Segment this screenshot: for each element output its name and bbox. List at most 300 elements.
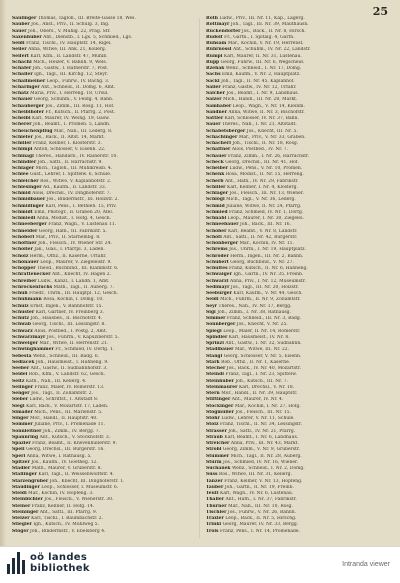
entry-details: Franz, Pens., I. Nr. 14, Promenade. <box>218 528 300 534</box>
entry-details: Franz, Schneid., III. Nr. 3, Badg. <box>225 316 302 321</box>
entry-surname: Schönberger <box>206 241 239 246</box>
entry-details: Joh., Zimm., I. Nr. 38, Rathausg. <box>215 309 291 315</box>
entry-details: Karl, Schlosser, IV. Nr. 37, Bahn. <box>223 116 299 121</box>
library-logo[interactable] <box>7 552 90 574</box>
entry-surname: Stummer <box>206 453 230 459</box>
entry-surname: Stelzer <box>12 516 30 521</box>
left-column <box>12 16 192 535</box>
entry-surname: Scheibl <box>12 116 31 121</box>
entry-details: Georg, Tischl., III. Lessingstr. 8. <box>31 322 106 328</box>
entry-surname: Schlager <box>12 166 35 171</box>
entry-surname: Schöfl <box>206 234 222 240</box>
entry-surname: Seyr <box>206 303 218 309</box>
entry-details: Leop., Maler, II. Nr. 14, Römerstr. <box>221 328 301 334</box>
entry-details: Mich., Tagl., II. Nr. 28, Auberg. <box>229 453 302 459</box>
entry-details: Mich., Heizer, V. Bahnh. 9, Wels. <box>31 59 108 65</box>
entry-details: Ludw., Lehrer, V. Nr. 11, Schule. <box>219 416 295 421</box>
entry-surname: Schmied <box>206 209 228 215</box>
entry-surname: Seidl <box>12 41 25 46</box>
entry-surname: Sackl <box>206 78 220 84</box>
entry-details: Jos., Tagl., II. Zollamtstr. 2. <box>29 391 94 396</box>
entry-details: Georg, Buchbind., V. Nr. 27. <box>228 259 294 265</box>
entry-details: Leop., Maurer, V. Ziegeleistr. 9. <box>38 259 112 265</box>
entry-surname: Spitzer <box>12 459 30 465</box>
entry-surname: Sigl <box>206 309 216 315</box>
entry-details: Jak., Glas., I. Pfarrpl. 3, Laden. <box>32 247 105 253</box>
entry-details: Math., Maurer, V. Gruberstr. 8. <box>30 466 102 471</box>
entry-surname: Schmid <box>206 203 225 209</box>
entry-details: Ludw., Kanzl., I. Landh. 1, Amt. <box>36 278 110 284</box>
entry-details: Herm., Ingen., III. Nr. 2, Bahnh. <box>228 253 304 259</box>
entry-details: Joh., Hausbes., II. Bischofstr. 4. <box>29 316 103 321</box>
entry-surname: Steinmaurer <box>206 384 238 390</box>
entry-surname: Tauber <box>206 484 224 490</box>
entry-surname: Sauer <box>206 122 221 128</box>
page-edge-shadow <box>0 0 6 546</box>
entry-surname: Schober <box>206 228 227 234</box>
entry-surname: Spazier <box>12 441 31 446</box>
entry-details: Anna, Priv., I. Nr. 12, Museumstr. <box>228 278 306 284</box>
entry-surname: Strobl <box>206 447 222 453</box>
entry-details: Ludw., Schriftst., I. Altstadt 8. <box>28 397 99 403</box>
entry-details: Fr., Schmied, IV. Dorfg. 1. <box>53 347 115 353</box>
entry-details: Alois, Drechsl., IV. Dinghoferstr. 7. <box>30 191 111 196</box>
entry-details: Georg, Hafn., III. Fabrikstr. 5. <box>37 228 107 234</box>
entry-surname: Sonnleitner <box>12 428 42 434</box>
entry-surname: Scherer <box>12 122 32 128</box>
entry-details: Jos., Uhrm., I. Nr. 19, Hauptplatz. <box>227 247 306 253</box>
entry-surname: Rupp <box>206 59 220 65</box>
entry-surname: Schimpl <box>12 147 33 153</box>
entry-details: Theod., Buchbind., III. Klammstr. 6. <box>35 266 119 271</box>
entry-surname: Stallinger <box>12 472 37 478</box>
entry-details: Mar., Näh., III. Nr. 10, Rosg. <box>226 503 293 509</box>
entry-surname: Süss <box>206 472 218 478</box>
entry-details: Joh., Kutsch., III. Nr. 7. <box>233 378 289 384</box>
entry-details: Franz, Wagn., V. Lustenau 11. <box>46 222 117 228</box>
entry-details: Franz, Gastw., IV. Nr. 12, Urfahr. <box>220 84 297 90</box>
entry-surname: Schulz <box>12 303 29 309</box>
entry-surname: Siegl <box>12 403 25 409</box>
entry-details: Ros., Witwe, III. Nr. 31, Kellerg. <box>217 472 292 478</box>
entry-details: Franz, Schmied, IV. Nr. 1, Dorfg. <box>227 209 304 215</box>
entry-surname: Schneebauer <box>206 222 239 228</box>
entry-surname: Schwaiger <box>206 272 232 278</box>
entry-surname: Stiftinger <box>206 397 231 403</box>
right-column <box>206 16 386 535</box>
entry-details: Jos., Bäck., IV. Nr. 40, Mozartstr. <box>225 366 302 371</box>
entry-surname: Schacherl <box>206 141 231 146</box>
entry-details: Karl, Kaufm., V. Nr. 44, Gesch. <box>231 291 303 296</box>
entry-surname: Scharinger <box>12 84 40 90</box>
entry-details: Ant., Sattl., III. Pfarrg. 9. <box>38 509 98 515</box>
entry-surname: Starzengruber <box>12 478 49 484</box>
entry-details: Jos., Fleisch., V. Wienerstr. 30. <box>42 497 114 503</box>
entry-details: Jos., Fleisch., III. Nr. 13, Wiener. <box>228 191 304 196</box>
entry-surname: Roth <box>206 16 218 21</box>
entry-details: Thomas, Taglöh., III. Breite-Gasse 18, Wes. <box>36 16 136 21</box>
entry-details: Ant., Schuhm., IV. Nr. 22, Landstr. <box>231 47 311 53</box>
entry-surname: Schwarzmayr <box>12 334 46 340</box>
entry-surname: Schuhmann <box>12 297 42 303</box>
entry-details: Mar., Priv., II. Starhembg. 8. <box>34 234 101 240</box>
entry-details: Karl, Kellner, I. Nr. 4, Klosterg. <box>225 184 298 190</box>
entry-surname: Sperl <box>12 453 26 459</box>
entry-details: Georg, Drechsl., III. Bürgerstr. 16. <box>24 447 105 453</box>
entry-surname: Sieber <box>12 397 29 403</box>
entry-details: Joh., Sattl., II. Harrachstr. 9. <box>36 159 103 165</box>
entry-surname: Teufl <box>206 491 219 496</box>
entry-details: Rob., Offiz., II. Nr. 1, Kaserne. <box>219 359 291 365</box>
entry-details: Franz, Tischl., II. Nr. 34, Lessingstr. <box>218 422 303 428</box>
entry-surname: Schwab <box>12 322 32 328</box>
entry-details: Franz, Zimm., I. Nr. 26, Harrachstr. <box>226 153 310 159</box>
entry-details: Theres., Näh., I. Nr. 21, Altstadt. <box>220 122 297 128</box>
entry-surname: Stiegler <box>12 522 32 528</box>
entry-surname: Traxler <box>206 516 224 521</box>
entry-details: Wenz., Schneid., III. Badg. 6. <box>31 353 100 359</box>
entry-details: Rosa, Modist., II. Nr. 15, Herreng. <box>224 172 304 178</box>
entry-details: Gust., Lehrer, I. Spittelw. 6, Schule. <box>28 172 112 178</box>
entry-details: Mich., Tagl., V. Nr. 36, Lederg. <box>224 197 296 203</box>
entry-details: Anna, Modist., I. Hofg. 4, Gesch. <box>35 216 112 221</box>
entry-surname: Senger <box>12 391 30 396</box>
entry-surname: Sedlacek <box>12 359 35 365</box>
entry-details: Ant., Kutsch., V. Stockhofstr. 3. <box>38 434 111 440</box>
entry-surname: Schlee <box>12 172 29 178</box>
entry-details: Mar., Köchin, IV. Nr. 11. <box>238 241 294 246</box>
entry-surname: Schleicher <box>12 178 39 184</box>
entry-details: Joh., Zimm., IV. Bergg. 7. <box>41 428 101 434</box>
entry-details: Mar., Köchin, I. Nr. 27, Hofg. <box>233 403 301 409</box>
entry-surname: Schmidt <box>12 209 33 215</box>
entry-surname: Schwarzl <box>206 278 229 284</box>
entry-surname: Rumpl <box>206 53 223 59</box>
entry-details: Ludw., Pens., V. Nr. 10, Promen. <box>228 166 303 171</box>
entry-surname: Tanzer <box>206 478 223 484</box>
entry-surname: Scheck <box>206 159 224 165</box>
entry-surname: Sommer <box>12 422 33 428</box>
logo-line-1: oö landes <box>30 552 88 563</box>
entry-details: Rosa, Köchin, I. Domg. 10. <box>41 297 104 303</box>
entry-surname: Schiefer <box>12 134 33 140</box>
entry-surname: Stöger <box>12 528 29 534</box>
entry-surname: Salcher <box>206 91 226 96</box>
entry-surname: Rührnössl <box>206 47 232 53</box>
logo-line-2: bibliothek <box>30 563 90 574</box>
entry-surname: Schneeberger <box>12 222 47 228</box>
entry-surname: Steininger <box>12 509 39 515</box>
entry-surname: Schrattenecker <box>12 272 51 278</box>
entry-details: Joh., Beamt., I. Promen. 5, Landh. <box>31 122 111 128</box>
entry-surname: Sachs <box>206 72 221 78</box>
entry-surname: Schwarz <box>12 328 33 334</box>
entry-details: Joh., Tagl., II. Nr. 45, Kaplanhof. <box>219 78 295 84</box>
entry-surname: Schaller <box>12 72 33 78</box>
entry-surname: Seeburger <box>206 291 232 296</box>
entry-details: Mich., Händl., III. Nr. 28, Markt. <box>221 97 298 103</box>
entry-details: Franz, Kellner, V. Nr. 13, Hopfeng. <box>222 478 303 484</box>
entry-details: Mar., Witwe, III. Nr. 22. <box>233 347 290 353</box>
entry-surname: Schröckenfuchs <box>12 284 53 290</box>
entry-surname: Rzehak <box>206 66 225 71</box>
entry-details: Jos., Zimm., III. Rosg. 11, Hof. <box>43 103 115 109</box>
entry-surname: Sebesta <box>12 353 32 359</box>
entry-surname: Steidl <box>12 491 27 496</box>
entry-surname: Schnabl <box>206 216 227 221</box>
entry-details: Maria, Priv., I. Herreng. 18, Ursul. <box>28 91 109 96</box>
entry-details: Ant., Gastw., I. Nr. 32, Südbahnh. <box>223 341 302 346</box>
entry-details: Mor., Händl., II. Hauptstr. 40. <box>28 416 98 421</box>
entry-details: Georg, Schuhm., V. Feldg. 4, Bahn. <box>32 97 114 103</box>
entry-details: Herm., Offiz., II. Kaserne, Urfahr. <box>28 253 107 259</box>
entry-details: Karl, Wagn., IV. Nr. 6, Lustenau. <box>218 491 294 496</box>
entry-surname: Stolz <box>206 422 219 428</box>
entry-surname: Rottmayr <box>206 22 230 28</box>
entry-details: Jos., Kaufm., IV. Goetheg. 12. <box>29 459 98 465</box>
entry-details: Ant., Dienstb., I. Lgs. 5, Schmied., Lgs. <box>41 34 133 40</box>
entry-details: Jos., Bäck., II. Altst. 14, Markt. <box>32 134 105 140</box>
entry-surname: Schmidbauer <box>12 197 46 203</box>
entry-details: Joh., Bäck., III. Nr. 16. <box>238 222 292 228</box>
entry-surname: Rudolf <box>206 34 223 40</box>
entry-surname: Schöller <box>12 247 33 253</box>
entry-surname: Schuster <box>12 309 35 315</box>
entry-surname: Spiegl <box>206 328 222 334</box>
entry-details: Fr., Gärtn., I. Spitalg. 4, Gärtn. <box>222 34 295 40</box>
entry-surname: Simmer <box>206 316 226 321</box>
entry-surname: Steinbichler <box>12 497 43 503</box>
entry-surname: Stangl <box>206 353 223 359</box>
entry-details: Mor., Händl., II. Nr. 39, Hauptstr. <box>219 391 298 396</box>
entry-surname: Schauer <box>206 153 227 159</box>
entry-details: Joh., Tischl., II. Nr. 18, Rosg. <box>230 141 299 146</box>
entry-details: Ant., Gastw., II. Südbahnhofstr. 3. <box>29 366 108 371</box>
entry-details: Joh., Tagl., III. Nr. 39, Mauthausn. <box>229 22 309 28</box>
entry-surname: Sailer <box>206 84 221 90</box>
entry-details: Karl, Tagl., II. Weissenwolffstr. 4. <box>36 472 114 478</box>
entry-surname: Schlögl <box>206 197 225 203</box>
entry-surname: Schauer <box>12 97 33 103</box>
entry-details: Mar., Priv., V. Nr. 33, Graben. <box>237 134 306 140</box>
entry-details: Jos., Fleisch., III. Nr. 15. <box>233 409 292 415</box>
entry-surname: Schindler <box>12 159 37 165</box>
entry-details: Mich., Pens., III. Marienstr. 5. <box>32 409 103 415</box>
entry-details: Ign., Gärtn., IV. Nr. 35, Freinb. <box>231 272 304 278</box>
entry-surname: Singer <box>12 416 29 421</box>
entry-details: Math., Tagl., II. Auberg. 7. <box>52 284 115 290</box>
viewer-label[interactable]: Intranda viewer <box>342 561 390 568</box>
entry-surname: Schütz <box>12 316 30 321</box>
entry-details: Rob., Kfm., V. Landstr. 62, Gesch. <box>27 372 106 378</box>
entry-surname: Schubert <box>206 259 229 265</box>
entry-surname: Schatz <box>12 91 29 96</box>
entry-details: Emil, Photogr., II. Graben 20, Atel. <box>32 209 114 215</box>
entry-surname: Tischler <box>206 509 227 515</box>
entry-details: Jos., Knecht, III. Nr. 5. <box>245 128 298 134</box>
entry-details: Karl, Drechsl., V. Nr. 18. <box>237 384 295 390</box>
entry-surname: Schallmeiner <box>12 78 46 84</box>
entry-surname: Staudinger <box>12 484 40 490</box>
entry-surname: Schäfer <box>12 66 32 71</box>
entry-surname: Schönauer <box>12 259 39 265</box>
entry-surname: Spannring <box>12 434 39 440</box>
entry-details: Theres., Näh., IV. Nr. 17, Bergg. <box>217 303 292 309</box>
entry-details: Leop., Maurer, I. Nr. 30, Ziegelei. <box>226 216 304 221</box>
entry-surname: Thurner <box>206 503 227 509</box>
entry-surname: Schauberger <box>12 103 44 109</box>
entry-details: Karl, Beamt., V. Nr. 8, Landstr. <box>226 228 298 234</box>
entry-details: Karl, Gärtner, IV. Freinberg 3. <box>34 309 105 315</box>
entry-surname: Thaller <box>206 497 225 503</box>
entry-details: Wenz., Schneid., I. Nr. 2, Domg. <box>230 466 305 471</box>
entry-surname: Suchanek <box>206 466 231 471</box>
entry-surname: Schweiger <box>12 341 38 346</box>
entry-details: Anna, Witwe, III. Ank. 21, Kollerg. <box>26 47 107 53</box>
entry-surname: Sedlmayr <box>206 284 230 290</box>
entry-surname: Schmidinger <box>12 203 45 209</box>
entry-surname: Schöberl <box>12 234 35 240</box>
entry-details: Franz, Kutsch., II. Nr. 6, Hahneng. <box>227 266 308 271</box>
entry-details: Franz, Kellner, I. Klosterstr. 3. <box>31 141 102 146</box>
entry-details: Jos., Tagl., III. Nr. 20, Holzstr. <box>229 284 299 290</box>
entry-details: Leop., Schlosser, I. Museumstr. 6. <box>39 484 119 490</box>
entry-details: Franz, Beamt., II. Khevenhüllerstr. 9. <box>30 441 117 446</box>
entry-surname: Saxenhuber <box>12 34 42 40</box>
entry-surname: Scheiblhofer <box>12 109 44 115</box>
entry-surname: Seidel <box>12 372 28 378</box>
entry-details: Jos., Fuhrm., V. Kapuzinerstr. 5. <box>45 334 120 340</box>
entry-surname: Stockinger <box>206 403 234 409</box>
entry-details: Jos., Fuhrw., V. Nr. 26, Bahnh. <box>226 509 297 515</box>
entry-details: Joh., Gärtn., II. Nr. 19, Freinb. <box>223 484 294 490</box>
entry-details: Karl, Maurer, II. Nr. 31, Lustenau. <box>222 53 302 59</box>
entry-surname: Schmiedl <box>12 216 36 221</box>
entry-surname: Stadlbauer <box>206 347 234 353</box>
entry-surname: Seitz <box>12 378 25 384</box>
entry-surname: Schlager <box>206 191 229 196</box>
entry-details: Georg, Drechsl., III. Nr. 41, Hof. <box>223 159 299 165</box>
logo-text <box>30 552 90 574</box>
entry-surname: Seidl <box>206 297 219 303</box>
entry-surname: Sauber <box>12 22 30 28</box>
entry-surname: Strasser <box>206 428 227 434</box>
entry-surname: Stögmüller <box>206 409 234 415</box>
entry-details: Joh., Bindermstr., V. Ebelsberg 4. <box>28 528 106 534</box>
entry-details: Mich., Fuhrm., II. Nr. 9, Zollamtstr. <box>218 297 301 303</box>
entry-surname: Samhaber <box>206 103 232 109</box>
entry-surname: Schabetsberger <box>206 128 246 134</box>
entry-details: Friedr., Uhrm., III. Hauptpl. 12, Gesch. <box>27 291 119 296</box>
entry-details: Franz, Tischl., IV. Hauptstr. 14, Rigel. <box>24 41 112 46</box>
entry-details: Mar., Näh., III. Lederg. 8. <box>52 128 113 134</box>
entry-surname: Schiller <box>206 184 226 190</box>
column-divider <box>199 18 200 538</box>
entry-details: Jos., Beamt., I. Nr. 9, Landhaus. <box>225 91 299 96</box>
entry-details: Anna, Witwe, II. Nr. 3, Bischofstr. <box>226 109 305 115</box>
entry-details: Joh., Hausmeist., I. Hahneng. 9. <box>34 359 109 365</box>
entry-surname: Stecher <box>206 366 226 371</box>
entry-details: Karl, Bäck., V. Mozartstr. 17, Laden. <box>24 403 109 409</box>
entry-details: Jos., Knecht, V. Nr. 25. <box>235 322 288 328</box>
entry-details: Alois, Postbed., IV. Nr. 7. <box>230 147 289 153</box>
entry-surname: Schopper <box>12 266 36 271</box>
entry-surname: Steiner <box>12 503 31 509</box>
entry-details: Joh., Gastw., I. Hafnerstr. 7, Post. <box>31 66 109 71</box>
entry-surname: Schachl <box>12 59 32 65</box>
directory-entry <box>206 529 386 535</box>
entry-surname: Speil <box>12 447 25 453</box>
entry-details: Ant., Schneid., II. Domg. 6, Amt. <box>39 84 116 90</box>
page-number: 25 <box>372 5 388 18</box>
entry-details: Ant., Knecht, IV. Hagen 2. <box>50 272 112 278</box>
entry-details: Mar., Köchin, V. Nr. 19, Herrenst. <box>226 41 304 46</box>
entry-surname: Schwinghammer <box>12 347 54 353</box>
entry-details: Ign., Kutsch., IV. Mühlweg 5. <box>31 522 100 528</box>
entry-surname: Sturm <box>206 459 222 465</box>
entry-surname: Scholz <box>12 253 29 259</box>
entry-surname: Trinkl <box>206 522 222 528</box>
entry-surname: Ruhsam <box>206 41 227 46</box>
entry-surname: Sattler <box>206 116 224 121</box>
entry-surname: Streicher <box>206 441 230 446</box>
entry-details: Georg, Fuhrw., III. Nr. 6, Wegscheid. <box>219 59 305 65</box>
entry-details: Kath., Näh., III. Kellerg. 4. <box>24 378 87 384</box>
entry-surname: Ruckendorfer <box>206 28 241 34</box>
entry-surname: Stadler <box>12 466 31 471</box>
entry-details: Ant., Hafn., IV. Nr. 29, Fabrikstr. <box>223 178 299 184</box>
entry-surname: Schuh <box>12 291 28 296</box>
entry-details: Ernst, Ingen., V. Bahnhofstr. 15. <box>28 303 103 309</box>
entry-details: Mar., Witwe, II. Herrenstr. 21. <box>37 341 109 346</box>
entry-details: Wenz., Schneid., I. Nr. 17, Domg. <box>224 66 302 71</box>
entry-surname: Schrems <box>206 247 228 253</box>
entry-details: Ludw., Priv., III. Nr. 11, Kap., Lagerg. <box>218 16 305 21</box>
entry-details: Georg, Zimm., V. Nr. 9, Gruberstr. <box>221 447 301 453</box>
directory-entry <box>12 529 192 535</box>
entry-surname: Schröder <box>206 253 229 259</box>
entry-surname: Sonnberger <box>206 322 236 328</box>
entry-details: Karl, Hausmeist., IV. Nr. 8. <box>227 334 290 340</box>
entry-surname: Schlesinger <box>12 184 42 190</box>
entry-details: Karl, Kfm., II. Landstr. 47, Mühlb. <box>29 53 108 59</box>
entry-details: Karl, Tischl., I. Baumbachstr. 2. <box>29 516 104 521</box>
entry-details: Karl, Pens., I. Bethleh. 15, Priv. <box>44 203 117 209</box>
entry-details: Jos., Schmied, IV. Nr. 16, Wiener. <box>221 459 299 465</box>
entry-surname: Schmid <box>12 191 31 196</box>
entry-surname: Scheiber <box>206 166 229 171</box>
entry-details: Georg, Maurer, IV. Nr. 33, Bergg. <box>221 522 299 528</box>
entry-surname: Selinger <box>12 384 34 390</box>
entry-details: Leop., Wagn., V. Nr. 14, Kleinm. <box>231 103 305 109</box>
entry-details: Fr., Kutsch., II. Pfarrg. 2, Post. <box>43 109 116 115</box>
logo-bars-icon <box>7 552 27 574</box>
entry-details: Ad., Kaufm., II. Landstr. 33. <box>41 184 107 190</box>
entry-details: Mar., Köchin, IV. Hopfeng. 3. <box>26 491 94 496</box>
entry-surname: Salzer <box>206 97 222 103</box>
entry-surname: Schaffner <box>206 147 231 153</box>
entry-details: Franz, Maler, IV. Römerstr. 13. <box>33 384 105 390</box>
entry-details: Joh., Obers., V. Mühlg. 22, Prag. Str. <box>26 28 111 34</box>
entry-surname: Tröls <box>206 528 219 534</box>
entry-details: Alois, Postbed., I. Postg. 2, Amt. <box>32 328 108 334</box>
entry-surname: Schenk <box>206 172 225 178</box>
entry-details: Theres., Handarb., IV. Rainerstr. 10. <box>33 153 118 159</box>
entry-details: Karl, Beamt., I. Nr. 6, Landhaus. <box>222 434 299 440</box>
entry-surname: Stern <box>206 391 220 396</box>
entry-surname: Sprinzl <box>206 341 224 346</box>
entry-surname: Straub <box>206 434 223 440</box>
